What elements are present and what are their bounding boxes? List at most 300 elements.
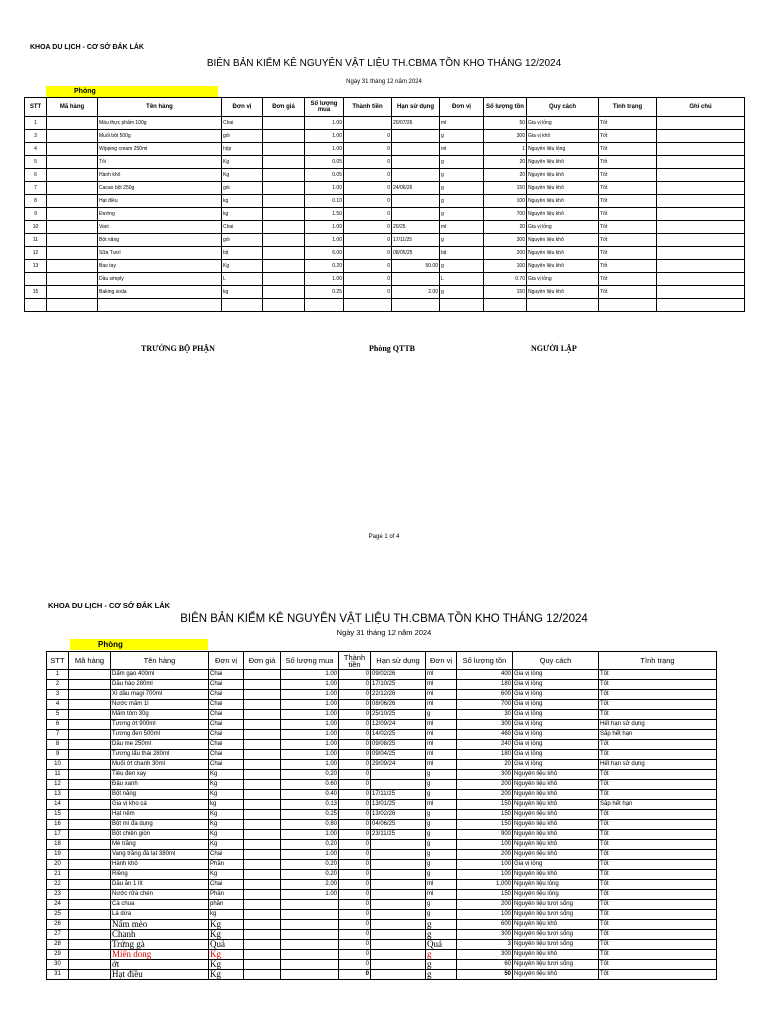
cell-so-luong-ton: 300 [457, 950, 513, 960]
cell-thanh-tien: 0 [339, 740, 371, 750]
cell-han-su-dung [371, 900, 426, 910]
cell-ma-hang [47, 130, 98, 143]
cell-don-vi-2: g [426, 930, 457, 940]
cell-thanh-tien: 0 [339, 680, 371, 690]
cell-ma-hang [47, 195, 98, 208]
cell-tinh-trang: Tốt [599, 710, 717, 720]
cell-ghi-chu [657, 195, 745, 208]
cell-tinh-trang: Tốt [599, 940, 717, 950]
cell-don-vi: Chai [209, 750, 244, 760]
cell-quy-cach [527, 299, 599, 312]
cell-quy-cach: Nguyên liệu tươi sống [513, 900, 599, 910]
inventory-table-page1 [24, 97, 745, 312]
cell-ma-hang [47, 286, 98, 299]
cell-thanh-tien: 0 [344, 260, 392, 273]
cell-don-gia [244, 930, 281, 940]
cell-ten-hang: Xì dầu magi 700ml [111, 690, 209, 700]
header-so-luong-ton: Số lượng tồn [484, 98, 527, 117]
cell-don-vi-2: ml [426, 880, 457, 890]
cell-so-luong-ton: 400 [457, 670, 513, 680]
cell-thanh-tien: 0 [339, 970, 371, 980]
signature-head-of-department: TRƯỞNG BỘ PHẬN [141, 344, 215, 353]
cell-thanh-tien: 0 [339, 790, 371, 800]
cell-tinh-trang: Tốt [599, 195, 657, 208]
cell-thanh-tien: 0 [339, 850, 371, 860]
cell-stt: 5 [47, 710, 69, 720]
cell-don-vi-2: g [426, 790, 457, 800]
table-row [25, 195, 745, 208]
table-row [47, 820, 717, 830]
header2-don-gia: Đơn giá [244, 652, 281, 670]
cell-don-gia [244, 880, 281, 890]
cell-tinh-trang: Tốt [599, 810, 717, 820]
cell-ten-hang: Tương đen 500ml [111, 730, 209, 740]
cell-han-su-dung: 04/06/25 [371, 820, 426, 830]
cell-quy-cach: Gia vị lỏng [513, 700, 599, 710]
cell-han-su-dung [371, 950, 426, 960]
cell-ten-hang: Cà chua [111, 900, 209, 910]
cell-so-luong-ton: 150 [484, 182, 527, 195]
cell-han-su-dung [371, 940, 426, 950]
cell-so-luong-mua [281, 930, 339, 940]
cell-tinh-trang: Tốt [599, 780, 717, 790]
table-row [25, 273, 745, 286]
cell-quy-cach: Nguyên liệu khô [513, 810, 599, 820]
cell-tinh-trang: Hết hạn sử dụng [599, 720, 717, 730]
cell-ma-hang [69, 770, 111, 780]
cell-quy-cach: Nguyên liệu khô [513, 800, 599, 810]
cell-thanh-tien: 0 [339, 820, 371, 830]
cell-han-su-dung [371, 850, 426, 860]
cell-han-su-dung: 08/05/25 [392, 247, 440, 260]
cell-so-luong-mua: 2.00 [281, 880, 339, 890]
cell-ma-hang [47, 143, 98, 156]
cell-don-vi-2: g [426, 860, 457, 870]
cell-ghi-chu [657, 156, 745, 169]
cell-han-su-dung [371, 780, 426, 790]
cell-don-vi: Kg [222, 169, 263, 182]
cell-han-su-dung: 29/09/24 [371, 760, 426, 770]
cell-thanh-tien: 0 [344, 195, 392, 208]
cell-han-su-dung: 50.00 [392, 260, 440, 273]
cell-tinh-trang: Tốt [599, 900, 717, 910]
cell-ten-hang: Lá dứa [111, 910, 209, 920]
cell-stt: 26 [47, 920, 69, 930]
report-date-2: Ngày 31 tháng 12 năm 2024 [336, 628, 432, 637]
cell-stt: 18 [47, 840, 69, 850]
cell-so-luong-mua: 1.00 [281, 760, 339, 770]
cell-tinh-trang: Tốt [599, 260, 657, 273]
cell-ten-hang: Gia vị kho cá [111, 800, 209, 810]
cell-han-su-dung: 09/08/25 [371, 740, 426, 750]
cell-stt: 13 [25, 260, 47, 273]
header2-ma-hang: Mã hàng [69, 652, 111, 670]
cell-ma-hang [69, 870, 111, 880]
header2-tinh-trang: Tình trạng [599, 652, 717, 670]
cell-so-luong-ton: 20 [457, 760, 513, 770]
cell-so-luong-mua [281, 940, 339, 950]
cell-thanh-tien: 0 [339, 750, 371, 760]
cell-thanh-tien: 0 [339, 900, 371, 910]
cell-so-luong-mua: 0.60 [281, 780, 339, 790]
cell-so-luong-ton: 460 [457, 730, 513, 740]
header2-quy-cach: Quy cách [513, 652, 599, 670]
cell-han-su-dung [371, 890, 426, 900]
cell-so-luong-ton: 30 [457, 710, 513, 720]
cell-don-gia [244, 950, 281, 960]
cell-han-su-dung [371, 920, 426, 930]
cell-so-luong-ton: 100 [457, 860, 513, 870]
cell-don-vi-2: g [426, 840, 457, 850]
table-row [25, 156, 745, 169]
cell-so-luong-mua: 0.20 [281, 840, 339, 850]
cell-so-luong-ton: 20 [484, 156, 527, 169]
cell-quy-cach: Nguyên liệu khô [513, 870, 599, 880]
cell-quy-cach: Gia vị lỏng [513, 750, 599, 760]
cell-don-vi-2: g [426, 710, 457, 720]
cell-ghi-chu [657, 299, 745, 312]
cell-quy-cach: Gia vị lỏng [527, 117, 599, 130]
cell-so-luong-mua: 1.00 [305, 234, 344, 247]
table-row [47, 930, 717, 940]
cell-don-vi: Chai [209, 760, 244, 770]
header-quy-cach: Quy cách [527, 98, 599, 117]
cell-don-vi: Kg [209, 970, 244, 980]
cell-ma-hang [69, 940, 111, 950]
cell-ten-hang: Baking soda [98, 286, 222, 299]
cell-quy-cach: Gia vị lỏng [527, 221, 599, 234]
cell-stt: 25 [47, 910, 69, 920]
signature-preparer: NGƯỜI LẬP [531, 344, 577, 353]
cell-thanh-tien: 0 [339, 830, 371, 840]
cell-han-su-dung [371, 930, 426, 940]
cell-stt: 5 [25, 156, 47, 169]
inventory-table-page2 [46, 651, 717, 980]
cell-don-vi: Chai [209, 740, 244, 750]
cell-han-su-dung: 13/01/25 [371, 800, 426, 810]
cell-ma-hang [69, 720, 111, 730]
cell-don-vi-2: g [440, 182, 484, 195]
cell-quy-cach: Gia vị lỏng [527, 273, 599, 286]
cell-han-su-dung [371, 770, 426, 780]
table-row [47, 740, 717, 750]
cell-don-gia [244, 790, 281, 800]
cell-so-luong-mua: 1.00 [305, 273, 344, 286]
cell-don-vi-2: ml [426, 680, 457, 690]
cell-quy-cach: Nguyên liệu lỏng [513, 880, 599, 890]
cell-thanh-tien: 0 [344, 143, 392, 156]
cell-so-luong-ton: 20 [484, 169, 527, 182]
cell-ten-hang [98, 299, 222, 312]
cell-ma-hang [69, 820, 111, 830]
cell-don-gia [263, 234, 305, 247]
cell-so-luong-ton: 200 [457, 780, 513, 790]
cell-thanh-tien: 0 [339, 800, 371, 810]
cell-han-su-dung: 17/11/25 [392, 234, 440, 247]
cell-so-luong-mua: 1.00 [281, 850, 339, 860]
cell-stt: 10 [47, 760, 69, 770]
cell-so-luong-mua: 1.00 [305, 130, 344, 143]
cell-ma-hang [69, 670, 111, 680]
cell-don-gia [263, 169, 305, 182]
cell-ghi-chu [657, 117, 745, 130]
cell-quy-cach: Nguyên liệu khô [513, 970, 599, 980]
cell-don-gia [244, 910, 281, 920]
cell-ten-hang: Tiêu đen xay [111, 770, 209, 780]
cell-don-vi: Kg [209, 820, 244, 830]
table-row [25, 130, 745, 143]
cell-ma-hang [47, 260, 98, 273]
cell-don-vi-2: ml [426, 760, 457, 770]
cell-ma-hang [47, 117, 98, 130]
cell-don-vi-2: g [440, 260, 484, 273]
cell-stt: 30 [47, 960, 69, 970]
cell-don-vi-2: ml [426, 700, 457, 710]
cell-quy-cach: Nguyên liệu khô [513, 790, 599, 800]
cell-so-luong-mua: 0.20 [281, 770, 339, 780]
table-row [47, 960, 717, 970]
department-label-2: Phòng [70, 639, 208, 650]
cell-han-su-dung: 24/06/26 [392, 182, 440, 195]
cell-quy-cach: Nguyên liệu khô [527, 247, 599, 260]
cell-don-gia [263, 156, 305, 169]
cell-so-luong-mua: 1.00 [281, 710, 339, 720]
cell-thanh-tien: 0 [344, 182, 392, 195]
cell-han-su-dung [392, 130, 440, 143]
cell-tinh-trang: Tốt [599, 870, 717, 880]
cell-so-luong-ton: 100 [457, 870, 513, 880]
cell-tinh-trang: Tốt [599, 169, 657, 182]
cell-ten-hang: Bao tay [98, 260, 222, 273]
cell-thanh-tien: 0 [339, 930, 371, 940]
cell-ma-hang [69, 790, 111, 800]
cell-han-su-dung: 20/07/26 [392, 117, 440, 130]
cell-don-vi-2: g [426, 960, 457, 970]
cell-ma-hang [69, 760, 111, 770]
cell-so-luong-ton: 300 [484, 234, 527, 247]
table-row [47, 680, 717, 690]
cell-stt: 4 [47, 700, 69, 710]
cell-ten-hang: Bột năng [98, 234, 222, 247]
cell-ma-hang [47, 234, 98, 247]
header2-don-vi-2: Đơn vị [426, 652, 457, 670]
cell-thanh-tien: 0 [339, 840, 371, 850]
cell-don-gia [263, 286, 305, 299]
cell-don-vi: Kg [209, 950, 244, 960]
cell-tinh-trang: Tốt [599, 700, 717, 710]
cell-quy-cach: Nguyên liệu khô [527, 182, 599, 195]
cell-ten-hang: Dầu hào 280ml [111, 680, 209, 690]
cell-ten-hang: Bột chiên giòn [111, 830, 209, 840]
cell-han-su-dung [371, 840, 426, 850]
cell-don-vi-2: Quả [426, 940, 457, 950]
cell-ghi-chu [657, 143, 745, 156]
cell-so-luong-ton: 600 [457, 920, 513, 930]
cell-stt: 24 [47, 900, 69, 910]
cell-quy-cach: Nguyên liệu khô [527, 169, 599, 182]
cell-don-vi: Kg [209, 840, 244, 850]
cell-don-vi-2: g [440, 156, 484, 169]
cell-don-gia [263, 260, 305, 273]
cell-han-su-dung: 17/11/25 [371, 790, 426, 800]
cell-stt: 11 [47, 770, 69, 780]
cell-don-vi-2: ml [426, 670, 457, 680]
table-row [47, 950, 717, 960]
cell-han-su-dung: 08/06/26 [371, 700, 426, 710]
cell-don-vi: Chai [209, 700, 244, 710]
cell-so-luong-ton: 200 [457, 850, 513, 860]
cell-quy-cach: Gia vị lỏng [513, 690, 599, 700]
cell-don-vi: Phần [209, 890, 244, 900]
cell-don-vi-2: ml [440, 221, 484, 234]
cell-don-vi: Kg [209, 810, 244, 820]
table-row [47, 780, 717, 790]
cell-tinh-trang: Tốt [599, 690, 717, 700]
cell-don-vi-2: g [426, 830, 457, 840]
cell-ma-hang [69, 930, 111, 940]
cell-so-luong-ton: 180 [457, 680, 513, 690]
cell-tinh-trang: Tốt [599, 740, 717, 750]
department-label: Phòng [46, 86, 218, 97]
cell-so-luong-mua: 6.00 [305, 247, 344, 260]
cell-stt: 13 [47, 790, 69, 800]
cell-ten-hang: Dấm gạo 400ml [111, 670, 209, 680]
table-row [47, 850, 717, 860]
cell-don-vi: Kg [222, 156, 263, 169]
cell-so-luong-mua: 0.25 [305, 286, 344, 299]
cell-tinh-trang: Sắp hết hạn [599, 730, 717, 740]
cell-so-luong-ton: 240 [457, 740, 513, 750]
header2-ten-hang: Tên hàng [111, 652, 209, 670]
cell-don-vi: L [222, 273, 263, 286]
cell-tinh-trang: Tốt [599, 750, 717, 760]
cell-thanh-tien: 0 [339, 810, 371, 820]
cell-tinh-trang: Tốt [599, 960, 717, 970]
cell-tinh-trang: Tốt [599, 930, 717, 940]
cell-thanh-tien: 0 [339, 860, 371, 870]
cell-so-luong-mua: 1.00 [305, 182, 344, 195]
cell-so-luong-mua: 0.20 [305, 260, 344, 273]
cell-ghi-chu [657, 169, 745, 182]
cell-ten-hang: Nước rửa chén [111, 890, 209, 900]
table-row [25, 208, 745, 221]
table-row [47, 700, 717, 710]
cell-don-vi-2: g [440, 234, 484, 247]
cell-don-vi: Kg [209, 770, 244, 780]
cell-don-vi-2: g [440, 130, 484, 143]
cell-stt: 17 [47, 830, 69, 840]
table-row [25, 299, 745, 312]
cell-stt: 11 [25, 234, 47, 247]
cell-ten-hang: Hạt nêm [111, 810, 209, 820]
cell-don-gia [244, 850, 281, 860]
cell-ma-hang [69, 710, 111, 720]
cell-don-gia [244, 970, 281, 980]
cell-so-luong-ton: 900 [457, 830, 513, 840]
cell-ma-hang [69, 810, 111, 820]
cell-stt: 1 [25, 117, 47, 130]
cell-thanh-tien: 0 [339, 960, 371, 970]
cell-ma-hang [69, 880, 111, 890]
cell-ten-hang: Tương lẩu thái 280ml [111, 750, 209, 760]
cell-tinh-trang: Tốt [599, 770, 717, 780]
cell-don-gia [244, 840, 281, 850]
cell-quy-cach: Nguyên liệu khô [513, 850, 599, 860]
cell-tinh-trang: Tốt [599, 860, 717, 870]
cell-so-luong-mua: 1.00 [281, 740, 339, 750]
cell-thanh-tien [344, 117, 392, 130]
cell-han-su-dung [371, 960, 426, 970]
cell-tinh-trang [599, 299, 657, 312]
cell-stt: 27 [47, 930, 69, 940]
cell-don-gia [244, 900, 281, 910]
cell-so-luong-ton: 200 [457, 900, 513, 910]
cell-ghi-chu [657, 286, 745, 299]
cell-ma-hang [69, 830, 111, 840]
cell-ten-hang: Tương ớt 900ml [111, 720, 209, 730]
cell-quy-cach: Nguyên liệu khô [513, 830, 599, 840]
table-row [47, 770, 717, 780]
cell-so-luong-ton: 300 [484, 130, 527, 143]
cell-so-luong-ton: 200 [457, 790, 513, 800]
cell-ma-hang [69, 800, 111, 810]
cell-thanh-tien: 0 [339, 720, 371, 730]
cell-don-gia [244, 820, 281, 830]
cell-quy-cach: Gia vị lỏng [513, 740, 599, 750]
cell-don-vi-2: g [426, 900, 457, 910]
cell-ten-hang: Dầu me 250ml [111, 740, 209, 750]
cell-thanh-tien: 0 [339, 670, 371, 680]
cell-tinh-trang: Tốt [599, 130, 657, 143]
table-row [47, 890, 717, 900]
cell-so-luong-mua [281, 910, 339, 920]
cell-don-vi: Chai [209, 880, 244, 890]
cell-stt: 8 [47, 740, 69, 750]
cell-so-luong-mua: 0.20 [281, 860, 339, 870]
cell-ghi-chu [657, 247, 745, 260]
cell-so-luong-ton: 600 [457, 690, 513, 700]
cell-don-gia [244, 780, 281, 790]
cell-thanh-tien: 0 [339, 730, 371, 740]
cell-so-luong-mua: 0.10 [305, 195, 344, 208]
cell-don-vi: Chai [209, 710, 244, 720]
cell-ma-hang [69, 860, 111, 870]
cell-ten-hang: Tỏi [98, 156, 222, 169]
cell-don-gia [263, 143, 305, 156]
cell-ma-hang [47, 273, 98, 286]
cell-tinh-trang: Tốt [599, 234, 657, 247]
header-don-gia: Đơn giá [263, 98, 305, 117]
cell-don-gia [263, 221, 305, 234]
cell-don-vi-2: ml [426, 720, 457, 730]
table-row [47, 860, 717, 870]
page-number: Page 1 of 4 [368, 534, 400, 540]
cell-so-luong-ton: 50 [457, 970, 513, 980]
cell-don-gia [244, 730, 281, 740]
cell-ten-hang: Mắm tôm 30g [111, 710, 209, 720]
cell-stt: 6 [25, 169, 47, 182]
cell-tinh-trang: Tốt [599, 273, 657, 286]
cell-so-luong-mua [305, 299, 344, 312]
cell-ma-hang [69, 740, 111, 750]
cell-don-vi: Chai [209, 690, 244, 700]
cell-so-luong-ton: 0.70 [484, 273, 527, 286]
cell-ten-hang: Hành khô [111, 860, 209, 870]
cell-don-vi-2: g [440, 286, 484, 299]
cell-tinh-trang: Tốt [599, 880, 717, 890]
header2-don-vi: Đơn vị [209, 652, 244, 670]
cell-tinh-trang: Tốt [599, 221, 657, 234]
